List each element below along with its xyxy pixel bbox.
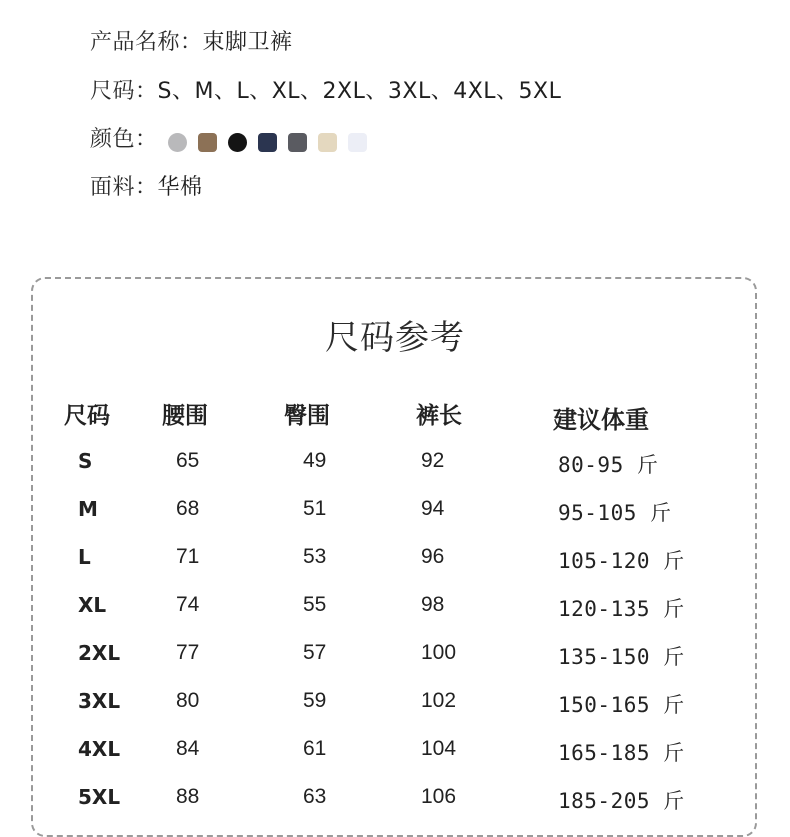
table-cell: 77 bbox=[176, 641, 200, 664]
size-chart-title: 尺码参考 bbox=[325, 318, 465, 358]
table-cell: 104 bbox=[421, 737, 457, 760]
table-cell: 106 bbox=[421, 785, 457, 808]
table-header-1: 腰围 bbox=[162, 403, 208, 429]
material-row bbox=[90, 175, 203, 201]
table-cell: 80-95 斤 bbox=[558, 453, 659, 477]
color-row bbox=[90, 127, 367, 153]
table-cell: 5XL bbox=[78, 785, 121, 809]
table-cell: 92 bbox=[421, 449, 445, 472]
table-header-3: 裤长 bbox=[416, 403, 462, 429]
table-header-2: 臀围 bbox=[284, 403, 330, 429]
table-cell: 135-150 斤 bbox=[558, 645, 685, 669]
table-cell: 94 bbox=[421, 497, 445, 520]
table-cell: 61 bbox=[303, 737, 327, 760]
table-cell: 71 bbox=[176, 545, 200, 568]
table-cell: 53 bbox=[303, 545, 327, 568]
table-cell: 100 bbox=[421, 641, 457, 664]
table-cell: 4XL bbox=[78, 737, 121, 761]
table-cell: 185-205 斤 bbox=[558, 789, 685, 813]
color-swatch-6[interactable] bbox=[318, 133, 337, 152]
table-cell: 95-105 斤 bbox=[558, 501, 672, 525]
product-name-label: 产品名称： bbox=[90, 30, 203, 55]
material-label: 面料： bbox=[90, 175, 158, 200]
table-cell: 51 bbox=[303, 497, 327, 520]
table-cell: S bbox=[78, 449, 93, 473]
table-cell: 65 bbox=[176, 449, 200, 472]
table-cell: 105-120 斤 bbox=[558, 549, 685, 573]
table-header-4: 建议体重 bbox=[553, 406, 649, 434]
material-value: 华棉 bbox=[157, 175, 203, 200]
table-cell: 84 bbox=[176, 737, 200, 760]
table-cell: 57 bbox=[303, 641, 327, 664]
product-name-row bbox=[90, 30, 293, 56]
color-swatch-4[interactable] bbox=[258, 133, 277, 152]
product-name-value: 束脚卫裤 bbox=[202, 30, 293, 55]
table-cell: 150-165 斤 bbox=[558, 693, 685, 717]
table-cell: 102 bbox=[421, 689, 457, 712]
table-cell: 49 bbox=[303, 449, 327, 472]
table-cell: 120-135 斤 bbox=[558, 597, 685, 621]
color-swatch-3[interactable] bbox=[228, 133, 247, 152]
size-label: 尺码： bbox=[90, 79, 158, 104]
color-label: 颜色： bbox=[90, 127, 158, 152]
table-cell: 63 bbox=[303, 785, 327, 808]
table-cell: 59 bbox=[303, 689, 327, 712]
color-swatch-1[interactable] bbox=[168, 133, 187, 152]
table-cell: 55 bbox=[303, 593, 327, 616]
table-cell: 68 bbox=[176, 497, 200, 520]
table-cell: 96 bbox=[421, 545, 445, 568]
table-cell: 74 bbox=[176, 593, 200, 616]
color-swatch-5[interactable] bbox=[288, 133, 307, 152]
table-header-0: 尺码 bbox=[64, 403, 110, 429]
color-swatches bbox=[168, 133, 367, 152]
table-cell: L bbox=[78, 545, 91, 569]
table-cell: M bbox=[78, 497, 98, 521]
size-row bbox=[90, 79, 561, 105]
color-swatch-2[interactable] bbox=[198, 133, 217, 152]
table-cell: 2XL bbox=[78, 641, 121, 665]
size-value: S、M、L、XL、2XL、3XL、4XL、5XL bbox=[157, 79, 562, 104]
table-cell: 98 bbox=[421, 593, 445, 616]
color-swatch-7[interactable] bbox=[348, 133, 367, 152]
table-cell: XL bbox=[78, 593, 107, 617]
table-cell: 165-185 斤 bbox=[558, 741, 685, 765]
table-cell: 88 bbox=[176, 785, 200, 808]
table-cell: 80 bbox=[176, 689, 200, 712]
table-cell: 3XL bbox=[78, 689, 121, 713]
